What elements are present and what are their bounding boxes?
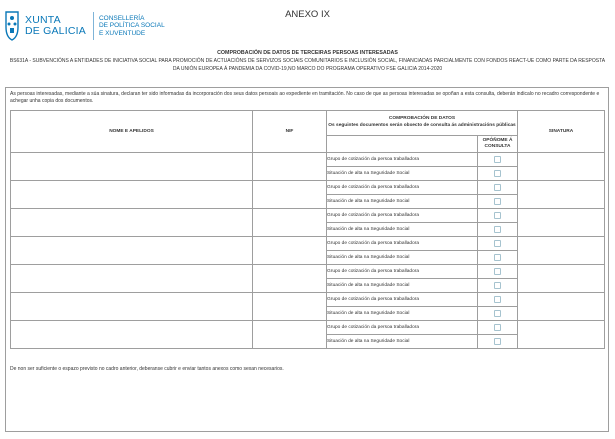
oppose-checkbox-cell: [478, 209, 518, 223]
document-label: Situación de alta na Seguridade Social: [327, 251, 478, 265]
document-label: Situación de alta na Seguridade Social: [327, 279, 478, 293]
oppose-checkbox-cell: [478, 321, 518, 335]
data-check-subtitle: Os seguintes documentos serán obxecto de consulta ás administracións públicas: [328, 123, 516, 128]
signature-cell[interactable]: [518, 293, 605, 321]
nif-input-cell[interactable]: [253, 181, 327, 209]
oppose-checkbox-cell: [478, 335, 518, 349]
oppose-checkbox[interactable]: [494, 310, 501, 317]
document-label: Situación de alta na Seguridade Social: [327, 335, 478, 349]
data-check-title: COMPROBACIÓN DE DATOS: [388, 116, 456, 122]
nif-input-cell[interactable]: [253, 321, 327, 349]
oppose-checkbox-cell: [478, 293, 518, 307]
oppose-checkbox[interactable]: [494, 198, 501, 205]
table-body: [11, 153, 605, 349]
signature-cell[interactable]: [518, 321, 605, 349]
oppose-checkbox-cell: [478, 153, 518, 167]
nif-input-cell[interactable]: [253, 209, 327, 237]
signature-cell[interactable]: [518, 265, 605, 293]
department-line-1: CONSELLERÍA: [98, 14, 145, 22]
table-row: [11, 321, 605, 335]
name-input-cell[interactable]: [11, 209, 253, 237]
oppose-checkbox-cell: [478, 307, 518, 321]
table-row: [11, 293, 605, 307]
column-header-signature: SINATURA: [518, 111, 605, 153]
document-label: Grupo de cotización da persoa traballadora: [327, 209, 478, 223]
document-subtitle: BS631A - SUBVENCIÓNS A ENTIDADES DE INICIATIVA SOCIAL PARA PROMOCIÓN DE ACTUACIÓNS DE SERVIZOS SOCIAIS COMUNITARIOS E INCLUSIÓN SOCIAL, FINANCIADAS PARCIALMENTE CON FONDOS REACT-UE COMO PARTE DA RESPOSTA DA UNIÓN EUROPEA Á PANDEMIA DA COVID-19,NO MARCO DO PROGRAMA OPERATIVO FSE GALICIA 2014-2020: [9, 58, 606, 72]
oppose-checkbox[interactable]: [494, 240, 501, 247]
oppose-checkbox-cell: [478, 251, 518, 265]
intro-text: As persoas interesadas, mediante a súa sinatura, declaran ter sido informadas da incorporación dos seus datos persoais ao expediente en tramitación. No caso de que as persoas interesadas se opoñan a esta consulta, deberán indicalo no recadro correspondente e achegar unha copia dos documentos.: [10, 91, 600, 105]
signature-cell[interactable]: [518, 237, 605, 265]
oppose-checkbox-cell: [478, 237, 518, 251]
document-label: Grupo de cotización da persoa traballadora: [327, 293, 478, 307]
annex-label: ANEXO IX: [285, 9, 330, 20]
column-header-data-check: [327, 111, 518, 136]
oppose-checkbox-cell: [478, 167, 518, 181]
column-header-oppose: OPÓÑOME Á CONSULTA: [478, 136, 518, 153]
column-header-name: NOME E APELIDOS: [11, 111, 253, 153]
column-header-documents: [327, 136, 478, 153]
nif-input-cell[interactable]: [253, 293, 327, 321]
oppose-checkbox[interactable]: [494, 226, 501, 233]
oppose-checkbox[interactable]: [494, 254, 501, 261]
name-input-cell[interactable]: [11, 293, 253, 321]
oppose-checkbox[interactable]: [494, 324, 501, 331]
name-input-cell[interactable]: [11, 321, 253, 349]
document-title: COMPROBACIÓN DE DATOS DE TERCEIRAS PERSOAS INTERESADAS: [217, 50, 398, 56]
oppose-checkbox-cell: [478, 195, 518, 209]
oppose-checkbox[interactable]: [494, 296, 501, 303]
oppose-checkbox[interactable]: [494, 184, 501, 191]
oppose-checkbox[interactable]: [494, 338, 501, 345]
oppose-checkbox[interactable]: [494, 170, 501, 177]
form-panel: [5, 87, 609, 432]
oppose-checkbox-cell: [478, 265, 518, 279]
document-label: Grupo de cotización da persoa traballadora: [327, 237, 478, 251]
name-input-cell[interactable]: [11, 153, 253, 181]
logo-line-1: XUNTA: [25, 14, 61, 26]
oppose-checkbox-cell: [478, 223, 518, 237]
name-input-cell[interactable]: [11, 237, 253, 265]
signature-cell[interactable]: [518, 209, 605, 237]
footer-note: De non ser suficiente o espazo previsto no cadro anterior, deberanse cubrir e enviar tantos anexos como sexan necesarios.: [10, 366, 284, 372]
table-row: [11, 237, 605, 251]
name-input-cell[interactable]: [11, 265, 253, 293]
document-label: Grupo de cotización da persoa traballadora: [327, 265, 478, 279]
document-label: Grupo de cotización da persoa traballadora: [327, 181, 478, 195]
signature-cell[interactable]: [518, 181, 605, 209]
document-label: Situación de alta na Seguridade Social: [327, 167, 478, 181]
table-row: [11, 265, 605, 279]
document-label: Grupo de cotización da persoa traballadora: [327, 153, 478, 167]
column-header-nif: NIF: [253, 111, 327, 153]
table-row: [11, 153, 605, 167]
document-label: Situación de alta na Seguridade Social: [327, 195, 478, 209]
nif-input-cell[interactable]: [253, 237, 327, 265]
table-row: [11, 181, 605, 195]
name-input-cell[interactable]: [11, 181, 253, 209]
signature-cell[interactable]: [518, 153, 605, 181]
third-parties-table: [10, 110, 605, 349]
oppose-checkbox-cell: [478, 279, 518, 293]
oppose-checkbox[interactable]: [494, 268, 501, 275]
oppose-checkbox[interactable]: [494, 282, 501, 289]
document-label: Situación de alta na Seguridade Social: [327, 223, 478, 237]
document-label: Situación de alta na Seguridade Social: [327, 307, 478, 321]
oppose-checkbox[interactable]: [494, 212, 501, 219]
oppose-checkbox[interactable]: [494, 156, 501, 163]
oppose-checkbox-cell: [478, 181, 518, 195]
nif-input-cell[interactable]: [253, 265, 327, 293]
department-line-3: E XUVENTUDE: [98, 29, 146, 37]
table-row: [11, 209, 605, 223]
department-line-2: DE POLÍTICA SOCIAL: [98, 22, 165, 30]
document-header: [0, 0, 615, 50]
document-label: Grupo de cotización da persoa traballadora: [327, 321, 478, 335]
nif-input-cell[interactable]: [253, 153, 327, 181]
logo-line-2: DE GALICIA: [25, 25, 86, 37]
